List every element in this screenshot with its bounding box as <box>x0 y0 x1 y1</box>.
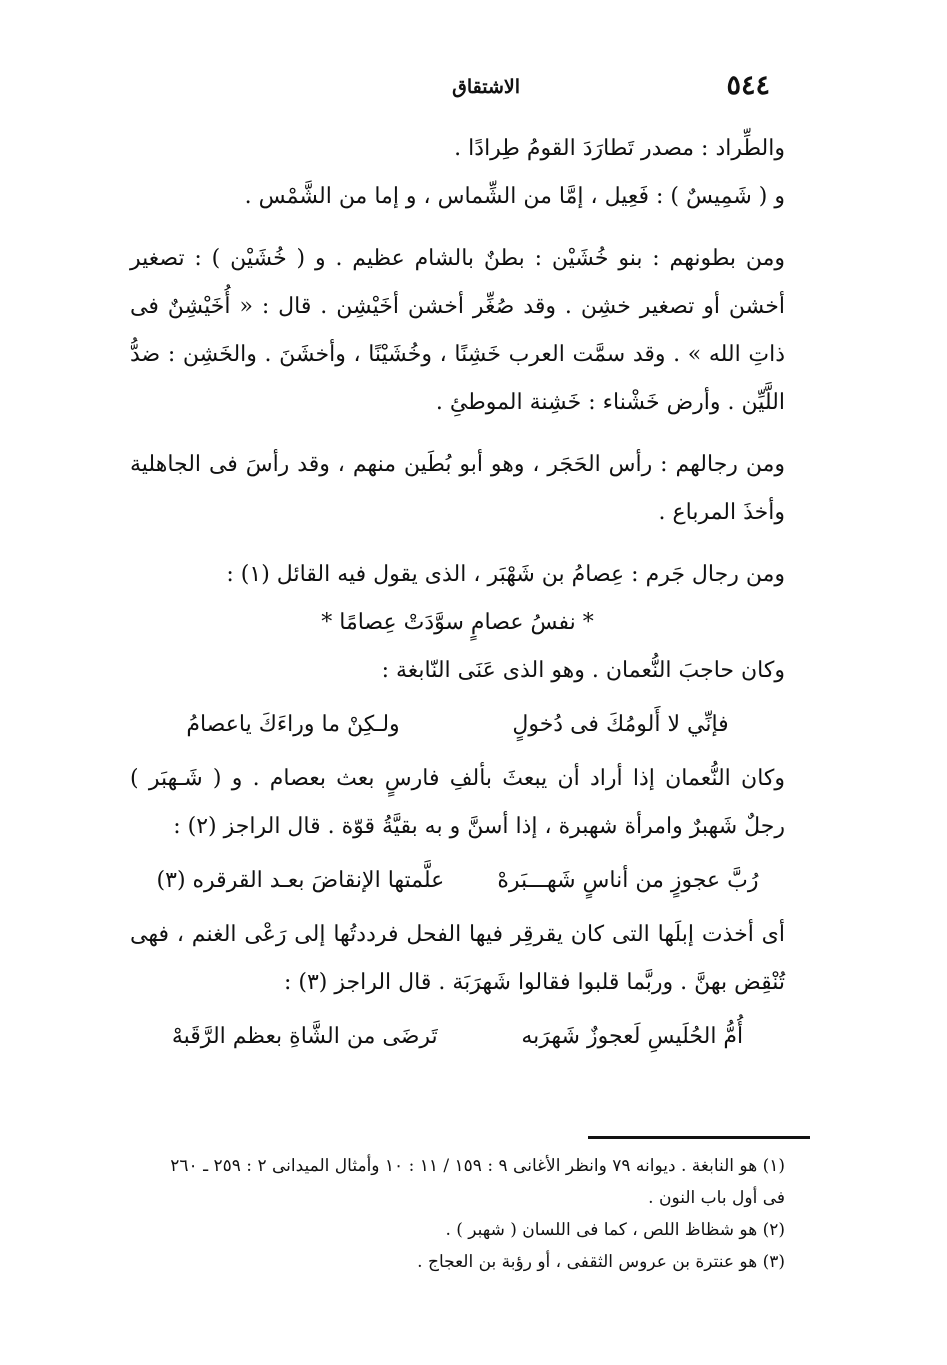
footnote: (٣) هو عنترة بن عروس الثقفى ، أو رؤبة بن العجاج . <box>417 1252 785 1272</box>
verse-hemistich: ولـكِنْ ما وراءَكَ ياعصامُ <box>186 712 400 737</box>
page-number: ٥٤٤ <box>726 70 770 101</box>
footnote-divider <box>588 1136 810 1139</box>
verse-hemistich: رُبَّ عجوزٍ من أناسٍ شَهـــبَرهْ <box>497 868 759 893</box>
paragraph: أى أخذت إبلَها التى كان يقرقِر فيها الفحل فرددتُها إلى رَعْى الغنم ، فهى تُنْقِض بهنَّ . وربَّما قلبوا فقالوا شَهرَبَة . قال الراجز (٣) : <box>130 922 785 995</box>
main-text <box>130 125 785 1067</box>
paragraph: وكان النُّعمان إذا أراد أن يبعثَ بألفِ فارسٍ بعث بعصام . و ( شَـهبَر ) رجلٌ شَهبرٌ وامرأة شهبرة ، إذا أسنَّ و به بقيَّةُ قوّة . قال الراجز (٢) : <box>130 766 785 839</box>
page-header <box>380 70 770 110</box>
paragraph: ومن رجالهم : رأس الحَجَر ، وهو أبو بُطَين منهم ، وقد رأسَ فى الجاهلية وأخذَ المرباع . <box>130 452 785 525</box>
verse-hemistich: أُمُّ الحُلَيسِ لَعجوزٌ شَهرَبه <box>521 1024 744 1049</box>
paragraph: ومن رجال جَرم : عِصامُ بن شَهْبَر ، الذى يقول فيه القائل (١) : <box>226 562 785 587</box>
footnote: (١) هو النابغة . ديوانه ٧٩ وانظر الأغانى ٩ : ١٥٩ / ١١ : ١٠ وأمثال الميدانى ٢ : ٢٥٩ ـ ٢٦٠ فى أول باب النون . <box>170 1156 785 1208</box>
verse-hemistich: علَّمتها الإنقاضَ بعـد القرقره (٣) <box>156 868 445 893</box>
footnote: (٢) هو شظاظ اللص ، كما فى اللسان ( شهبر ) . <box>445 1220 785 1240</box>
paragraph: وكان حاجبَ النُّعمان . وهو الذى عَنَى النّابغة : <box>381 658 785 683</box>
paragraph: ومن بطونهم : بنو خُشَيْن : بطنٌ بالشام عظيم . و ( خُشَيْن ) : تصغير أخشن أو تصغير خشِن . وقد صُغِّر أخشن أخَيْشِن . قال : « أُخَيْشِنٌ فى ذاتِ الله » . وقد سمَّت العرب خَشِنًا ، وخُشَيْنًا ، وأخشَنَ . والخَشِن : ضدُّ اللَّيِّن . وأرض خَشْناء : خَشِنة الموطئِ . <box>130 246 785 415</box>
paragraph: والطِّراد : مصدر تَطارَدَ القومُ طِرادًا . <box>454 136 785 161</box>
poem-verse <box>130 857 785 905</box>
paragraph: و ( شَمِيسٌ ) : فَعِيل ، إمَّا من الشِّماس ، و إما من الشَّمْس . <box>244 184 785 209</box>
poem-verse <box>130 701 785 749</box>
poem-verse <box>130 1013 785 1061</box>
verse-hemistich: تَرضَى من الشَّاةِ بعظم الرَّقَبهْ <box>171 1024 438 1049</box>
running-title: الاشتقاق <box>452 76 520 98</box>
verse-hemistich: فإنِّي لا أَلومُكَ فى دُخولٍ <box>512 712 729 737</box>
verse-line: * نفسُ عصامٍ سوَّدَتْ عِصامًا * <box>321 610 594 635</box>
footnotes <box>145 1150 785 1278</box>
